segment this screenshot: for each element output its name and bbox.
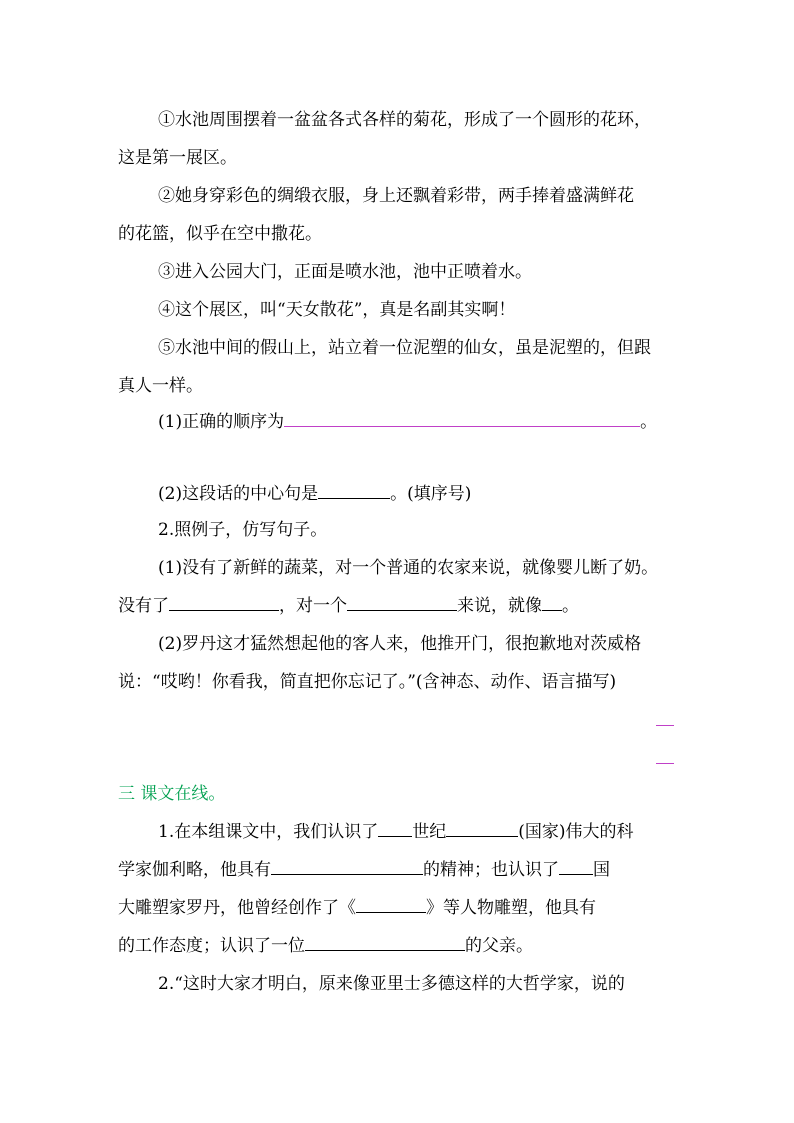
answer-blank-sculpture[interactable] [356, 898, 426, 913]
answer-blank-1b[interactable] [347, 596, 457, 611]
answer-blank-century[interactable] [378, 822, 412, 837]
question-order: (1)正确的顺序为 。 [158, 412, 658, 432]
content-line-3: 大雕塑家罗丹，他曾经创作了《 》等人物雕塑，他具有 [118, 898, 596, 918]
answer-blank-father[interactable] [305, 936, 465, 951]
passage-line-2: ②她身穿彩色的绸缎衣服，身上还飘着彩带，两手捧着盛满鲜花 [158, 186, 634, 206]
answer-blank-spirit[interactable] [271, 860, 423, 875]
answer-dash-1[interactable] [656, 725, 674, 726]
content-line-1: 1.在本组课文中，我们认识了 世纪 (国家)伟大的科 [158, 822, 634, 842]
passage-line-1b: 这是第一展区。 [118, 148, 237, 168]
fill-line-1: 没有了 ，对一个 来说，就像 。 [118, 596, 579, 616]
example-2: (2)罗丹这才猛然想起他的客人来，他推开门，很抱歉地对茨威格 [158, 634, 642, 654]
example-2b: 说：“哎哟！你看我，简直把你忘记了。”(含神态、动作、语言描写) [118, 672, 617, 692]
answer-blank-order[interactable] [284, 412, 640, 427]
answer-blank-nation[interactable] [559, 860, 593, 875]
content-line-5: 2.“这时大家才明白，原来像亚里士多德这样的大哲学家，说的 [158, 974, 625, 994]
example-1: (1)没有了新鲜的蔬菜，对一个普通的农家来说，就像婴儿断了奶。 [158, 558, 659, 578]
section-3-title: 三 课文在线。 [118, 784, 226, 804]
task-2-title: 2.照例子，仿写句子。 [158, 520, 328, 540]
answer-blank-central[interactable] [318, 484, 390, 499]
content-line-2: 学家伽利略，他具有 的精神；也认识了 国 [118, 860, 610, 880]
passage-line-5: ⑤水池中间的假山上，站立着一位泥塑的仙女，虽是泥塑的，但跟 [158, 338, 651, 358]
passage-line-1: ①水池周围摆着一盆盆各式各样的菊花，形成了一个圆形的花环， [158, 110, 651, 130]
passage-line-3: ③进入公园大门，正面是喷水池，池中正喷着水。 [158, 262, 532, 282]
passage-line-4: ④这个展区，叫“天女散花”，真是名副其实啊！ [158, 300, 516, 320]
answer-blank-country[interactable] [446, 822, 518, 837]
passage-line-2b: 的花篮，似乎在空中撒花。 [118, 224, 322, 244]
answer-dash-2[interactable] [656, 763, 674, 764]
question-central-sentence: (2)这段话的中心句是 。(填序号) [158, 484, 472, 504]
answer-blank-1c[interactable] [542, 596, 562, 611]
content-line-4: 的工作态度；认识了一位 的父亲。 [118, 936, 533, 956]
answer-blank-1a[interactable] [169, 596, 279, 611]
passage-line-5b: 真人一样。 [118, 376, 203, 396]
